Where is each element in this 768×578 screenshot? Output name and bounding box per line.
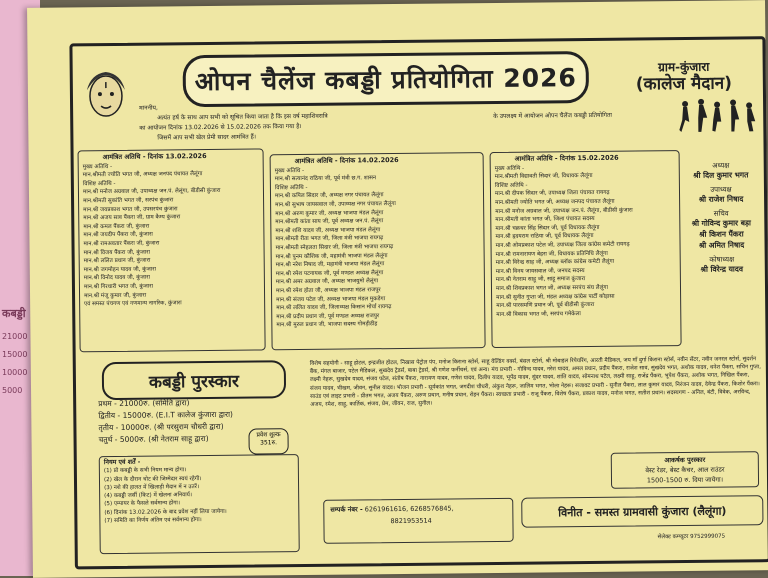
printer-credit: सेलेक्ट कम्प्यूटर 9752999075 — [658, 532, 726, 541]
guest-line: मान.श्री विरेन्द्र साह जी, अध्यक्ष ब्लॉक कांग्रेस कमेटी लैलूंगा — [496, 257, 676, 267]
venue — [629, 59, 739, 94]
guest-line: मान.श्री विनोद यादव जी, कुंजारा — [84, 273, 260, 283]
venue-ground: (कालेज मैदान) — [629, 73, 739, 94]
rule-item: (7) समिति का निर्णय अंतिम एवं सर्वमान्य होगा। — [104, 515, 294, 525]
strip-text-1: कबड्डी — [2, 306, 26, 321]
guest-line: मान.श्री कमल पैंकरा जी, कुंजारा — [83, 221, 259, 231]
guest-line: मान.श्री जयप्रकाश भगत जी, उपसरपंच कुंजारा — [83, 204, 259, 214]
guest-line: विशिष्ट अतिथि - — [495, 180, 675, 190]
rule-item: (1) प्रो कबड्डी के सभी नियम मान्य होगा। — [104, 465, 294, 475]
entry-fee-label: प्रवेश शुल्क — [249, 431, 287, 439]
guests-day-2 — [270, 152, 486, 350]
guest-line: मान.श्री चक्रधर सिंह सिदार जी, पूर्व विधायक लैलूंगा — [495, 223, 675, 233]
guest-line: मान.श्री रामनारायण बेहरा जी, विधायक प्रतिनिधि लैलूंगा — [496, 249, 676, 259]
prize-item: तृतीय - 10000रु. (श्री परसुराम चौधरी द्वारा) — [98, 420, 298, 434]
committee-name: श्री दिल कुमार भगत — [682, 170, 760, 180]
poster-title: ओपन चैलेंज कबड्डी प्रतियोगिता 2026 — [183, 51, 590, 107]
contact-number-3: 8821953514 — [330, 514, 506, 528]
rules-box — [99, 454, 300, 554]
contact-box — [323, 498, 513, 544]
entry-fee-amount: 351रु. — [250, 439, 288, 447]
guest-line: मान.श्री मुरुल प्रधान जी, भाजपा सदस्य गोमड़ीडीह — [276, 319, 480, 330]
prize-item: चतुर्थ - 5000रु. (श्री नेतराम साहू द्वारा) — [99, 432, 299, 446]
guest-line: मान.श्री अरुण कुमार जी, अध्यक्ष भाजपा मंडल लैलूंगा — [275, 208, 479, 219]
guest-line: मान.श्री पारसमणि प्रधान जी, पूर्व बीडीसी कुंजारा — [496, 300, 676, 310]
guest-line: मान.श्री हृदयराम राठिया जी, पूर्व विधायक लैलूंगा — [495, 231, 675, 241]
prize-item: प्रथम - 21000रु. (समिति द्वारा) — [98, 396, 298, 410]
guest-line: विशिष्ट अतिथि - — [83, 178, 259, 188]
guest-line: मान.श्री शिवप्रकाश भगत जी, अध्यक्ष सरपंच संघ लैलूंगा — [496, 283, 676, 293]
contact-label: सम्पर्क नंबर - — [330, 505, 362, 513]
guest-line: मान.श्री सत्यानंद राठिया जी, पूर्व मंत्री छ.ग. शासन — [275, 173, 479, 184]
committee-role: उपाध्यक्ष — [682, 185, 760, 195]
guest-line: मान.श्री पुनम कौशिक जी, महामंत्री भाजपा मंडल लैलूंगा — [276, 251, 480, 262]
guest-line: मान.श्रीमती ज्योति भगत जी, अध्यक्ष जनपद पंचायत लैलूंगा — [83, 170, 259, 180]
strip-text-2: 21000 — [2, 332, 27, 341]
guest-line: मान.श्री जयदीप पैंकरा जी, कुंजारा — [83, 230, 259, 240]
guest-line: मान.श्री सुभाष जायसवाल जी, उपाध्यक्ष नगर पंचायत लैलूंगा — [275, 199, 479, 210]
prize-item: द्वितीय - 15000रु. (E.I.T कालेज कुंजारा द्वारा) — [98, 408, 298, 422]
guest-line: मान.श्रीमती विद्यावती सिदार जी, विधायक लैलूंगा — [495, 171, 675, 181]
guest-line: मुख्य अतिथि - — [275, 165, 479, 176]
guest-line: मान.श्री जगमोहन यादव जी, कुंजारा — [84, 264, 260, 274]
rule-item: (6) दिनांक 13.02.2026 के बाद प्रवेश नहीं लिया जायेगा। — [104, 507, 294, 517]
committee-role: सचिव — [682, 209, 760, 219]
committee-role: कोषाध्यक्ष — [683, 255, 761, 265]
guest-line: मान.श्री मनोज अग्रवाल जी, उपाध्यक्ष जन.पं. लैलूंगा, बीडीसी कुंजारा — [83, 187, 259, 197]
poster — [27, 0, 768, 578]
special-awards-heading: आकर्षक पुरस्कार — [612, 454, 758, 466]
vinit-footer: विनीत - समस्त ग्रामवासी कुंजारा (लैलूंगा) — [521, 495, 763, 528]
guests-day-3 — [490, 150, 682, 348]
guest-line: मान.श्री ललित यादव जी, जिलाध्यक्ष किसान मोर्चा रायगढ़ — [276, 302, 480, 313]
intro-right: के उपलक्ष्य में आयोजन ओपन चैलेंज कबड्डी प्रतियोगिता — [493, 111, 612, 120]
supporters-text: विशेष सहयोगी - साहू होटल, इन्द्रजीत होटल, निखास पेट्रोल पंप, मनोज किराना स्टोर्स, साहू वेल्डिंग वर्क्स, बंसल स्टोर्स, श्री मोबाइल रिपेयरिंग, आरती मैडिकल, जय माँ दुर्गा किराना स्टोर्स, नवीन सेंटर, नवीन जनरल स्टोर्स, सुदर्शन बैंक, मंगल बाजार, पटेल मैडिकल, सुखदेव ट्रेडर्स, बाबा ट्रेडर्स, श्री गणेश फर्नीचर्स, एवं अन्य। मंच प्रभारी - गोविन्द यादव, नरेश यादव, अमल प्रधान, प्रदीप पैंकरा, राजेश साव, सुखदेव भगत, अशोक यादव, धनेश पैंकरा, सचिन गुप्ता, लक्ष्मी नेहरू, सुखदेव यादव, संजय पटेल, संतोष पैंकरा, नारायण यादव, गणेश यादव, दिलीप यादव, भूपेंद्र यादव, सुंदर यादव, शांति यादव, सोमनाथ पटेल, लक्ष्मी साहू, राजेंद्र पैंकरा, भूपेश पैंकरा, अशोक भगत, निखिल पैंकरा, संजय यादव, भीखम, जीवन, सुनील यादव। भोजन प्रभारी - सूर्यकांत भगत, जगदीश चौधरी, अंकुश नेहरू, जालिम भगत, भोला नेहरू। सजावट प्रभारी - सुनील पैंकरा, लाल कुमार यादव, निरंजन यादव, देवेन्द्र पैंकरा, किशोर पैंकरा। साउंड एवं लाइट प्रभारी - प्रीतम भगत, अजय पैंकरा, अरुण प्रधान, मनीष प्रधान, रोहन पैंकरा। स्वच्छता प्रभारी - राजू पैंकरा, विशेष पैंकरा, प्रकाश यादव, मनोज भगत, सतीश प्रधान। सदस्यगण - अनिल, बंटी, विवेक, अरविन्द, अजय, रमेश, साहू, कार्तिक, संजय, प्रेम, जीवन, राज, सुनील। — [310, 355, 762, 409]
rule-item: (5) एम्पायर के फैसले सर्वमान्य होगा। — [104, 499, 294, 509]
guest-line: मान.श्री नेतराम साहू जी, साहू समाज कुंजारा — [496, 274, 676, 284]
guest-line: मान.श्रीमती कांता साय जी, पूर्व अध्यक्ष जन.पं. लैलूंगा — [275, 216, 479, 227]
guests-day-1 — [78, 148, 266, 352]
entry-fee-badge — [248, 428, 288, 454]
guest-line: मान.श्री विजय पैंकरा जी, कुंजारा — [84, 247, 260, 257]
committee-name: श्री किशन पैंकरा — [682, 229, 760, 239]
rule-item: (3) नशे की हालत में खिलाड़ी मैदान में न उतरें। — [104, 482, 294, 492]
guest-line: मान.श्रीमती रीता भगत जी, जिला मंत्री भाजपा रायगढ़ — [275, 233, 479, 244]
guests-day-3-heading: आमंत्रित अतिथि - दिनांक 15.02.2026 — [515, 153, 675, 163]
intro-line-3: जिसमें आप सभी खेल प्रेमी सादर आमंत्रित हैं। — [139, 130, 479, 144]
guest-line: मान.श्री रमेश पटनायक जी, पूर्व मण्डल अध्यक्ष लैलूंगा — [276, 268, 480, 279]
intro-greeting: माननीय, — [139, 100, 479, 114]
committee-name: श्री राजेश निषाद — [682, 194, 760, 204]
strip-text-3: 15000 — [2, 350, 27, 359]
kabaddi-players-icon — [677, 95, 759, 136]
intro-line-1: अत्यंत हर्ष के साथ आप सभी को सूचित किया जाता है कि इस वर्ष महाशिवरात्रि — [139, 110, 479, 124]
strip-text-5: 5000 — [2, 386, 22, 395]
contact-numbers: 6261961616, 6268576845, — [365, 504, 454, 513]
guest-line: मान.श्री मंजू कुमार जी, कुंजारा — [84, 290, 260, 300]
special-awards-line-1: बेस्ट रेडर, बेस्ट कैचर, आल राउंडर — [612, 464, 758, 476]
guest-line: मान.श्रीमती कांता भगत जी, जिला पंचायत सदस्य — [495, 214, 675, 224]
guest-line: मान.श्री कपिल सिदार जी, अध्यक्ष नगर पंचायत लैलूंगा — [275, 191, 479, 202]
guest-line: मान.श्री ओमप्रकाश पटेल जी, उपाध्यक्ष जिला कांग्रेस कमेटी रायगढ़ — [496, 240, 676, 250]
guest-line: मुख्य अतिथि - — [495, 163, 675, 173]
rule-item: (2) खेल के दौरान चोट की जिम्मेदार स्वयं रहेगी। — [104, 474, 294, 484]
guest-line: विशिष्ट अतिथि - — [275, 182, 479, 193]
prize-title: कबड्डी पुरस्कार — [102, 360, 286, 400]
guest-line: मान.श्रीमती स्नेहलता सिदार जी, जिला मंत्री भाजपा रायगढ़ — [276, 242, 480, 253]
intro-line-2: का आयोजन दिनांक 13.02.2026 से 15.02.2026 तक किया गया है। — [139, 120, 479, 134]
guest-line: मान.श्री नरेश निषाद जी, महामंत्री भाजपा मंडल लैलूंगा — [276, 259, 480, 270]
venue-village: ग्राम-कुंजारा — [629, 59, 739, 74]
committee-list — [682, 161, 761, 280]
shiva-face-icon — [75, 60, 138, 123]
guest-line: मान.श्री गिरधारी भगत जी, कुंजारा — [84, 281, 260, 291]
rules-heading: नियम एवं शर्तें - — [104, 457, 294, 467]
guest-line: मान.श्रीमती ज्योति भगत जी, अध्यक्ष जनपद पंचायत लैलूंगा — [495, 197, 675, 207]
guest-line: मान.श्री विकास भगत जी, सरपंच गमेकेला — [496, 309, 676, 319]
guest-line: मान.श्री ललित प्रधान जी, कुंजारा — [84, 256, 260, 266]
committee-name: श्री गोविन्द कुमार बड़ा — [682, 218, 760, 228]
guest-line: एवं समस्त पंचगण एवं गणमान्य नागरिक, कुंजारा — [84, 299, 260, 309]
poster-frame — [69, 36, 768, 569]
guest-line: मान.श्री अमर अग्रवाल जी, अध्यक्ष भाजयुमो लैलूंगा — [276, 276, 480, 287]
guest-line: मान.श्री सुनीत गुप्ता जी, मंडल अध्यक्ष कांग्रेस पार्टी कोड़ासा — [496, 292, 676, 302]
committee-role: अध्यक्ष — [682, 161, 760, 171]
guest-line: मान.श्रीमती सुकांति भगत जी, सरपंच कुंजारा — [83, 195, 259, 205]
guest-line: मान.श्री प्रदीप प्रधान जी, पूर्व मण्डल अध्यक्ष राजपुर — [276, 311, 480, 322]
guest-line: मान.श्री मनोज अग्रवाल जी, उपाध्यक्ष जन.पं. लैलूंगा, बीडीसी कुंजारा — [495, 206, 675, 216]
guests-day-1-heading: आमंत्रित अतिथि - दिनांक 13.02.2026 — [103, 151, 259, 161]
guest-line: मान.श्री रमेश होता जी, अध्यक्ष भाजपा मंडल राजपुर — [276, 285, 480, 296]
special-awards-box — [611, 451, 759, 489]
guest-line: मान.श्री शशि यादव जी, अध्यक्ष भाजपा मंडल लैलूंगा — [275, 225, 479, 236]
guest-line: मान.श्री विनय जायसवाल जी, जनपद सदस्य — [496, 266, 676, 276]
special-awards-line-2: 1500-1500 रु. दिया जायेगा। — [612, 474, 758, 486]
guest-line: मान.श्री संजय पटेल जी, अध्यक्ष भाजपा मंडल मुकडेगा — [276, 294, 480, 305]
rule-item: (4) कबड्डी जर्सी (किट) में खेलना अनिवार्य। — [104, 490, 294, 500]
committee-name: श्री विरेन्द्र यादव — [683, 264, 761, 274]
strip-text-4: 10000 — [2, 368, 27, 377]
committee-name: श्री अमित निषाद — [683, 240, 761, 250]
guest-line: मान.श्री अजय साव पैंकरा जी, ग्राम कैम्प कुंजारा — [83, 213, 259, 223]
guests-day-2-heading: आमंत्रित अतिथि - दिनांक 14.02.2026 — [295, 155, 479, 166]
intro-text — [139, 100, 479, 144]
guest-line: मान.श्री दीपक सिदार जी, उपाध्यक्ष जिला पंचायत रायगढ़ — [495, 188, 675, 198]
guest-line: मान.श्री रामअवतार पैंकरा जी, कुंजारा — [83, 238, 259, 248]
guest-line: मुख्य अतिथि - — [83, 161, 259, 171]
